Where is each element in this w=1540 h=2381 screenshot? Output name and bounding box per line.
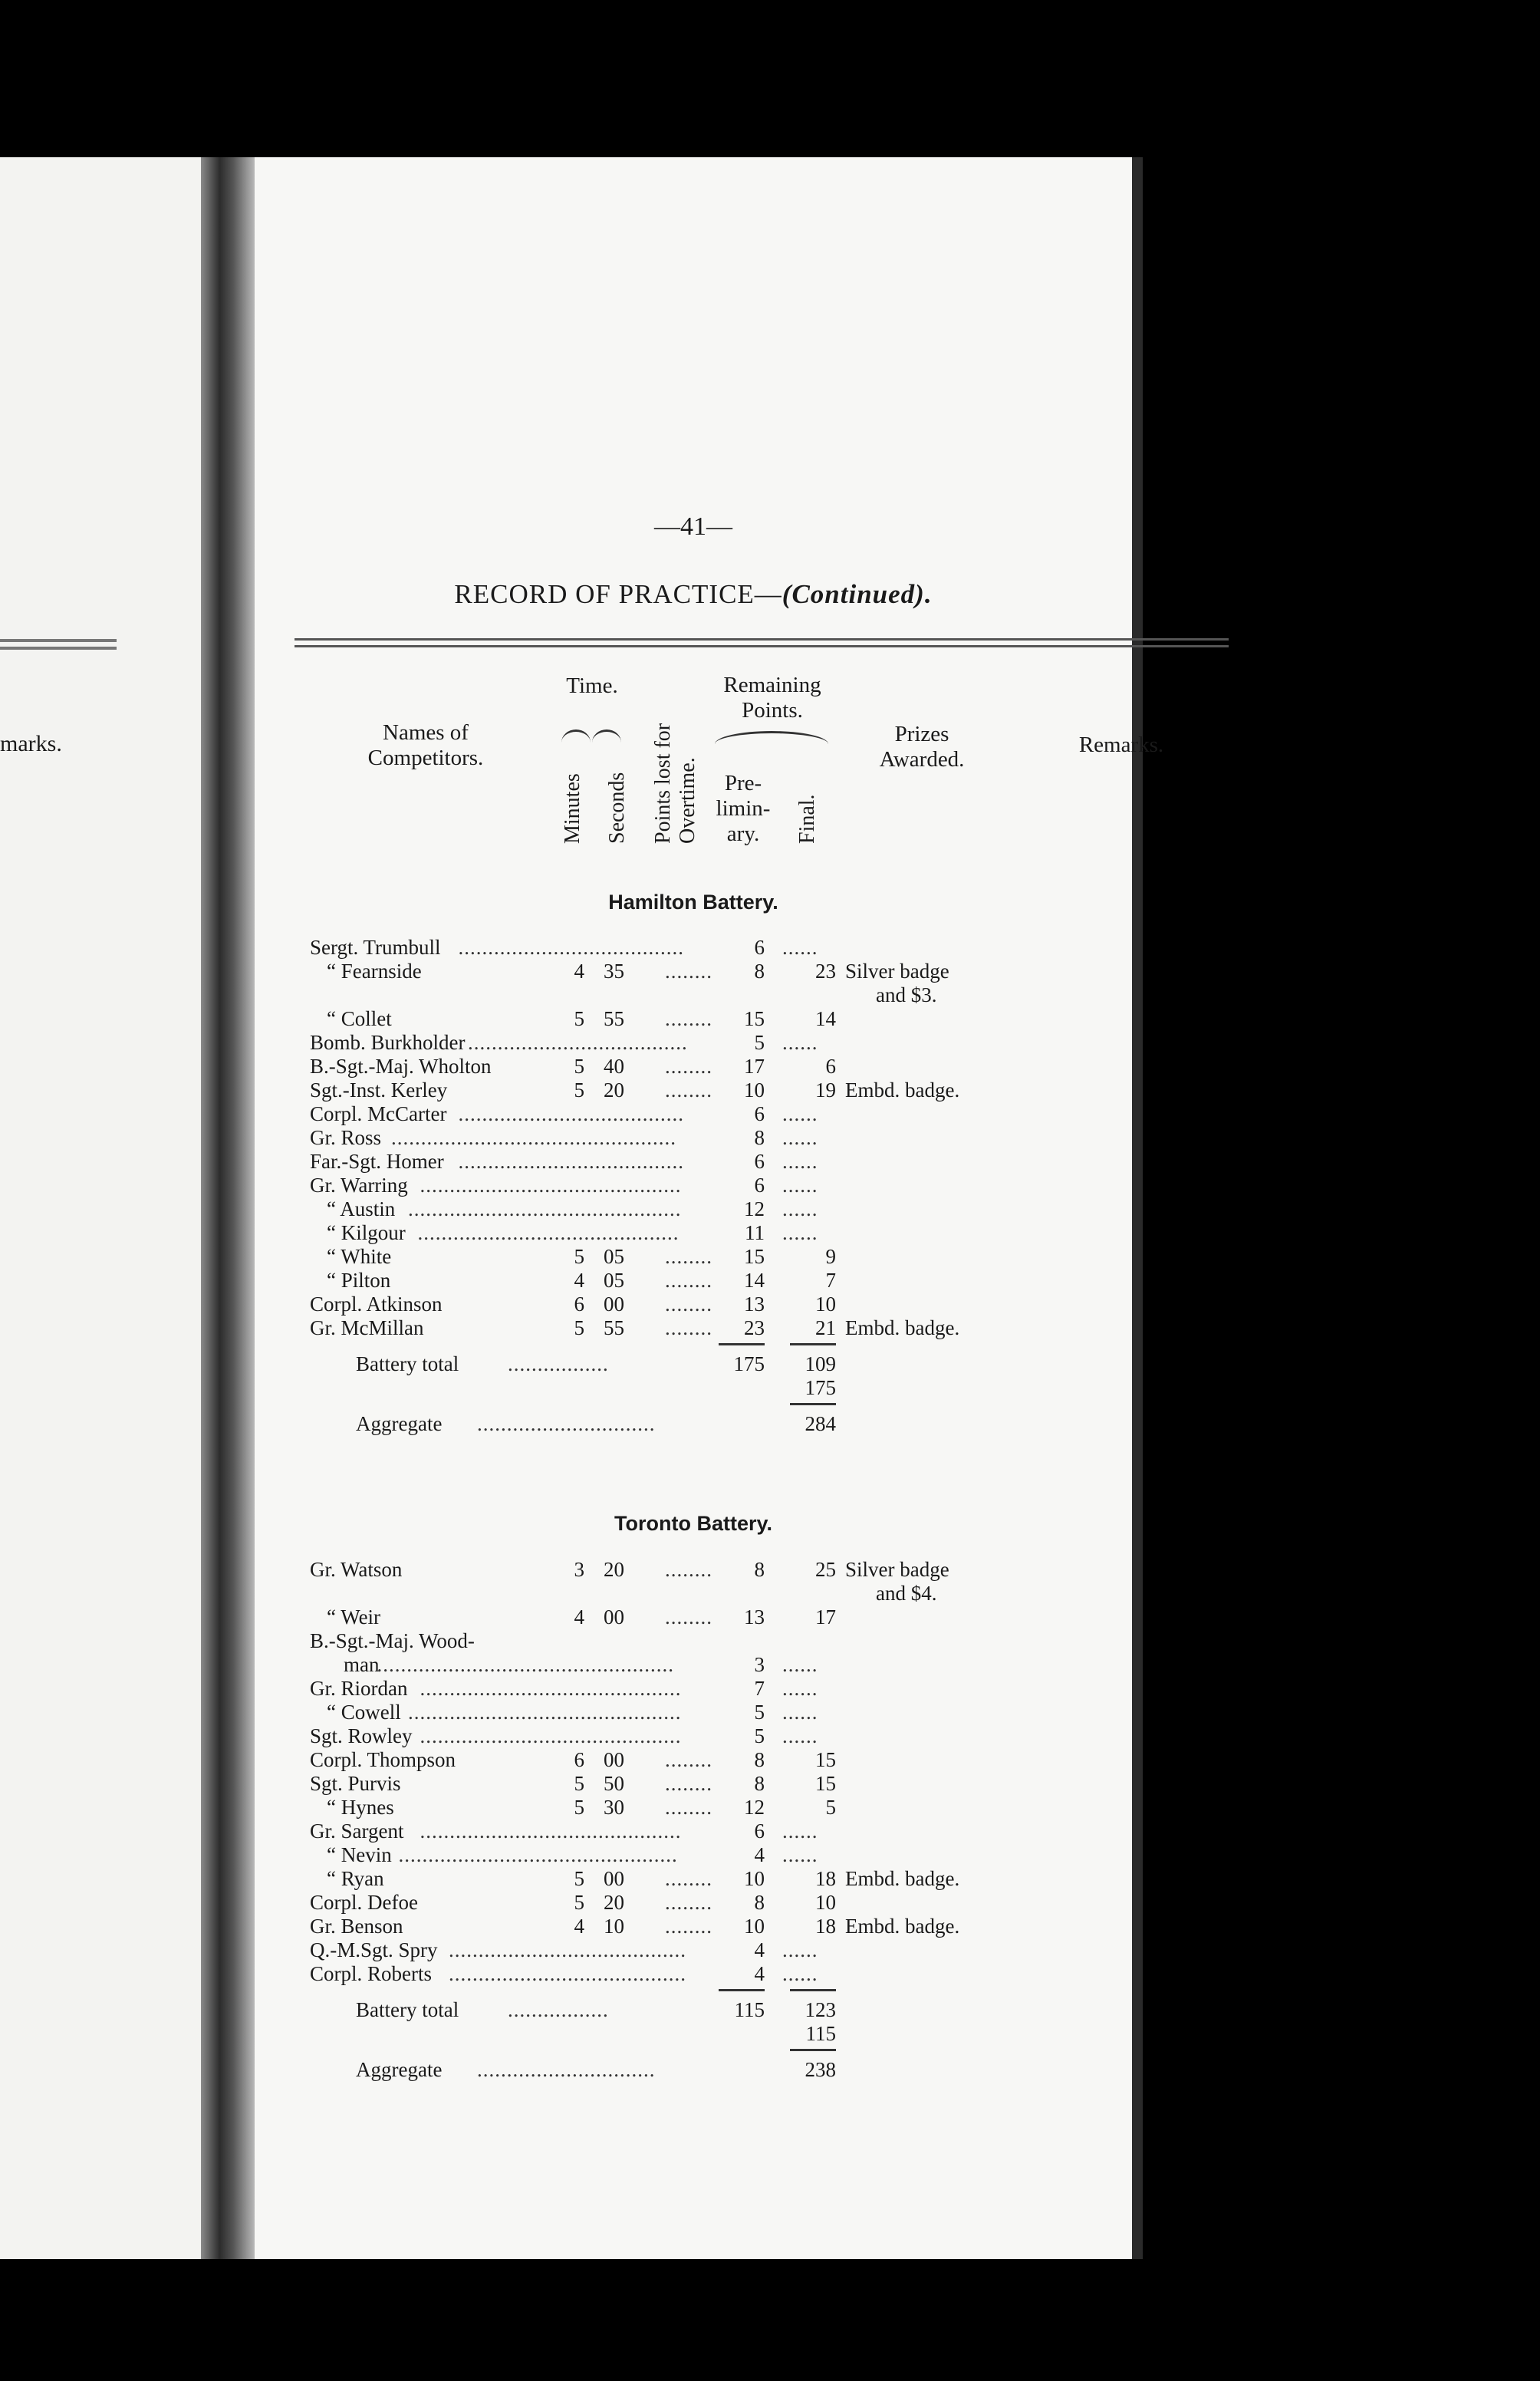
prize-cell: Embd. badge. [845,1867,960,1890]
preliminary-cell: 8 [754,1126,765,1149]
previous-page-remarks-fragment: marks. [0,731,62,756]
competitor-name: Gr. Watson [310,1558,403,1581]
seconds-cell: 55 [604,1007,624,1030]
battery-total-final: 123 [805,1998,836,2021]
final-cell: 6 [825,1055,836,1078]
minutes-cell: 5 [574,1772,584,1795]
header-points-lost-line2: Overtime. [676,757,699,844]
preliminary-cell: 4 [754,1843,765,1866]
final-leader: ...... [782,1174,818,1197]
competitor-name: Gr. Ross [310,1126,382,1149]
dot-leader: .............................. [477,2058,656,2081]
dot-leader: .............................. [477,1412,656,1435]
seconds-cell: 30 [604,1796,624,1819]
preliminary-cell: 8 [754,1891,765,1914]
dot-leader: ........ [665,1293,712,1316]
competitor-name: “ Fearnside [327,960,422,983]
battery-total-addend: 115 [805,2022,836,2045]
competitor-name: Gr. Riordan [310,1677,408,1700]
competitor-name: “ Austin [327,1197,396,1220]
competitor-name: Gr. Warring [310,1174,408,1197]
table-row [255,936,1132,960]
battery-total-row [255,1998,1132,2022]
sum-line [790,1989,836,1991]
table-row [255,1843,1132,1867]
dot-leader: ..................................... [468,1031,688,1054]
final-leader: ...... [782,1150,818,1173]
final-leader: ...... [782,1938,818,1961]
header-names-line1: Names of [383,720,469,745]
competitor-name: “ White [327,1245,392,1268]
dot-leader: ........ [665,1007,712,1030]
final-leader: ...... [782,1653,818,1676]
table-row [255,1701,1132,1724]
preliminary-cell: 8 [754,1558,765,1581]
header-preliminary-line2: limin- [716,796,771,821]
sum-line [719,1343,765,1345]
final-cell: 15 [815,1772,836,1795]
prize-cell: Embd. badge. [845,1079,960,1102]
header-preliminary-line3: ary. [726,822,760,846]
prize-cell: Embd. badge. [845,1316,960,1339]
dot-leader: ............................................ [420,1677,682,1700]
seconds-cell: 10 [604,1915,624,1938]
competitor-name: Sgt. Purvis [310,1772,401,1795]
title-continued: (Continued). [782,579,933,609]
preliminary-cell: 12 [744,1197,765,1220]
final-leader: ...... [782,1126,818,1149]
table-row [255,1915,1132,1938]
minutes-cell: 4 [574,1605,584,1628]
minutes-cell: 5 [574,1316,584,1339]
document-page [255,157,1164,2259]
minutes-cell: 5 [574,1055,584,1078]
final-cell: 17 [815,1605,836,1628]
preliminary-cell: 10 [744,1079,765,1102]
brace-remaining [715,731,828,744]
brace-seconds [592,729,621,743]
preliminary-cell: 6 [754,936,765,959]
seconds-cell: 05 [604,1269,624,1292]
preliminary-cell: 8 [754,1772,765,1795]
seconds-cell: 20 [604,1558,624,1581]
dot-leader: ........ [665,1316,712,1339]
sum-line [790,1343,836,1345]
seconds-cell: 55 [604,1316,624,1339]
dot-leader: ............................................ [420,1724,682,1747]
header-remaining [707,673,837,723]
table-row [255,1079,1132,1102]
preliminary-cell: 13 [744,1293,765,1316]
final-cell: 7 [825,1269,836,1292]
table-row [255,983,1132,1007]
final-leader: ...... [782,1102,818,1125]
table-row [255,1221,1132,1245]
preliminary-cell: 10 [744,1915,765,1938]
table-row [255,1653,1132,1677]
preliminary-cell: 6 [754,1174,765,1197]
table-row [255,1269,1132,1293]
final-cell: 19 [815,1079,836,1102]
prize-cell: and $4. [876,1582,937,1605]
battery-total-label: Battery total [356,1352,459,1375]
table-row [255,1316,1132,1340]
aggregate-row [255,1412,1132,1436]
dot-leader: ........ [665,960,712,983]
dot-leader: ............................................ [417,1221,680,1244]
minutes-cell: 3 [574,1558,584,1581]
preliminary-cell: 4 [754,1938,765,1961]
competitor-name: “ Nevin [327,1843,392,1866]
prize-cell: and $3. [876,983,937,1006]
final-cell: 25 [815,1558,836,1581]
minutes-cell: 4 [574,1269,584,1292]
competitor-name: “ Weir [327,1605,381,1628]
final-cell: 18 [815,1915,836,1938]
table-row [255,960,1132,983]
final-cell: 18 [815,1867,836,1890]
minutes-cell: 5 [574,1867,584,1890]
battery-total-addend-row [255,2022,1132,2046]
final-leader: ...... [782,1724,818,1747]
minutes-cell: 6 [574,1748,584,1771]
header-remarks: Remarks. [1078,733,1164,757]
competitor-name: B.-Sgt.-Maj. Wholton [310,1055,492,1078]
preliminary-cell: 6 [754,1820,765,1843]
seconds-cell: 00 [604,1293,624,1316]
competitor-name: Far.-Sgt. Homer [310,1150,444,1173]
preliminary-cell: 8 [754,1748,765,1771]
aggregate-value: 284 [805,1412,836,1435]
header-minutes: Minutes [561,773,584,844]
section-title-toronto: Toronto Battery. [614,1512,772,1535]
battery-total-addend: 175 [805,1376,836,1399]
header-prizes [860,722,983,772]
final-cell: 10 [815,1293,836,1316]
dot-leader: ........ [665,1772,712,1795]
competitor-name: Q.-M.Sgt. Spry [310,1938,438,1961]
header-final: Final. [795,794,819,844]
header-preliminary-line1: Pre- [724,771,762,795]
competitor-name: “ Ryan [327,1867,384,1890]
preliminary-cell: 15 [744,1007,765,1030]
battery-total-row [255,1352,1132,1376]
preliminary-cell: 5 [754,1701,765,1724]
minutes-cell: 5 [574,1245,584,1268]
final-cell: 21 [815,1316,836,1339]
final-leader: ...... [782,1677,818,1700]
table-row [255,1796,1132,1820]
competitor-name: “ Kilgour [327,1221,406,1244]
prize-cell: Embd. badge. [845,1915,960,1938]
preliminary-cell: 14 [744,1269,765,1292]
prize-cell: Silver badge [845,960,949,983]
minutes-cell: 5 [574,1007,584,1030]
preliminary-cell: 4 [754,1962,765,1985]
table-row [255,1031,1132,1055]
table-row [255,1867,1132,1891]
competitor-name: Sgt.-Inst. Kerley [310,1079,448,1102]
seconds-cell: 40 [604,1055,624,1078]
table-row [255,1007,1132,1031]
table-row [255,1962,1132,1986]
title-rule-bottom [295,645,1229,647]
competitor-name: Gr. Sargent [310,1820,404,1843]
preliminary-cell: 5 [754,1724,765,1747]
table-row [255,1558,1132,1582]
dot-leader: ........ [665,1915,712,1938]
final-leader: ...... [782,936,818,959]
preliminary-cell: 10 [744,1867,765,1890]
seconds-cell: 20 [604,1891,624,1914]
final-cell: 9 [825,1245,836,1268]
dot-leader: ........ [665,1748,712,1771]
final-leader: ...... [782,1031,818,1054]
seconds-cell: 05 [604,1245,624,1268]
page-edge [1132,157,1143,2259]
preliminary-cell: 13 [744,1605,765,1628]
table-row [255,1724,1132,1748]
final-leader: ...... [782,1820,818,1843]
header-remaining-line1: Remaining [723,673,821,697]
header-names [322,720,529,771]
title-main: RECORD OF PRACTICE— [454,579,782,609]
table-row [255,1293,1132,1316]
seconds-cell: 50 [604,1772,624,1795]
dot-leader: .............................................. [408,1197,682,1220]
dot-leader: ............................................ [420,1174,682,1197]
dot-leader: ........................................ [449,1938,686,1961]
preliminary-cell: 8 [754,960,765,983]
table-row [255,1605,1132,1629]
competitor-name: Corpl. Defoe [310,1891,418,1914]
dot-leader: ........ [665,1055,712,1078]
dot-leader: ........ [665,1079,712,1102]
competitor-name: “ Pilton [327,1269,391,1292]
minutes-cell: 5 [574,1079,584,1102]
dot-leader: ................................................ [391,1126,676,1149]
battery-total-preliminary: 115 [734,1998,765,2021]
table-row [255,1772,1132,1796]
seconds-cell: 20 [604,1079,624,1102]
table-row [255,1174,1132,1197]
dot-leader: ........ [665,1269,712,1292]
dot-leader: ........ [665,1891,712,1914]
aggregate-row [255,2058,1132,2082]
page-number: —41— [654,512,732,541]
competitor-name: “ Hynes [327,1796,394,1819]
header-prizes-line1: Prizes [894,722,949,746]
dot-leader: ...................................... [458,1102,684,1125]
dot-leader: ............................................ [420,1820,682,1843]
minutes-cell: 5 [574,1796,584,1819]
preliminary-cell: 5 [754,1031,765,1054]
preliminary-cell: 6 [754,1102,765,1125]
dot-leader: ........ [665,1245,712,1268]
minutes-cell: 5 [574,1891,584,1914]
final-leader: ...... [782,1221,818,1244]
header-preliminary [709,771,778,847]
competitor-name: Sgt. Rowley [310,1724,413,1747]
competitor-name: Sergt. Trumbull [310,936,441,959]
aggregate-label: Aggregate [356,2058,443,2081]
prize-cell: Silver badge [845,1558,949,1581]
table-row [255,1150,1132,1174]
preliminary-cell: 6 [754,1150,765,1173]
header-remaining-line2: Points. [742,698,803,723]
final-cell: 23 [815,960,836,983]
competitor-name: Corpl. Atkinson [310,1293,443,1316]
final-leader: ...... [782,1701,818,1724]
header-seconds: Seconds [605,772,629,844]
table-row [255,1677,1132,1701]
preliminary-cell: 23 [744,1316,765,1339]
final-cell: 14 [815,1007,836,1030]
competitor-name: Corpl. Thompson [310,1748,456,1771]
header-names-line2: Competitors. [367,746,484,770]
seconds-cell: 00 [604,1867,624,1890]
competitor-name: “ Collet [327,1007,392,1030]
table-row [255,1245,1132,1269]
sum-line [790,2049,836,2051]
aggregate-value: 238 [805,2058,836,2081]
competitor-name: “ Cowell [327,1701,401,1724]
table-row [255,1748,1132,1772]
previous-page [0,157,201,2259]
battery-total-addend-row [255,1376,1132,1400]
preliminary-cell: 12 [744,1796,765,1819]
seconds-cell: 00 [604,1605,624,1628]
header-prizes-line2: Awarded. [879,747,965,772]
battery-total-preliminary: 175 [733,1352,765,1375]
minutes-cell: 4 [574,1915,584,1938]
competitor-name: Gr. Benson [310,1915,403,1938]
dot-leader: .................................................. [377,1653,674,1676]
competitor-name: Bomb. Burkholder [310,1031,466,1054]
preliminary-cell: 7 [754,1677,765,1700]
battery-total-final: 109 [805,1352,836,1375]
competitor-name: man [344,1653,380,1676]
sum-line [719,1989,765,1991]
seconds-cell: 35 [604,960,624,983]
section-title-hamilton: Hamilton Battery. [608,891,778,914]
competitor-name: B.-Sgt.-Maj. Wood- [310,1629,475,1652]
preliminary-cell: 17 [744,1055,765,1078]
dot-leader: ........ [665,1558,712,1581]
preliminary-cell: 15 [744,1245,765,1268]
table-row [255,1126,1132,1150]
dot-leader: ........ [665,1605,712,1628]
final-cell: 10 [815,1891,836,1914]
dot-leader: ...................................... [458,936,684,959]
dot-leader: ........................................ [449,1962,686,1985]
competitor-name: Corpl. McCarter [310,1102,447,1125]
final-leader: ...... [782,1197,818,1220]
dot-leader: ........ [665,1867,712,1890]
table-row [255,1582,1132,1605]
aggregate-label: Aggregate [356,1412,443,1435]
preliminary-cell: 3 [754,1653,765,1676]
header-points-lost-line1: Points lost for [651,723,675,844]
brace-minutes [561,729,591,743]
dot-leader: ............................................... [398,1843,678,1866]
title-rule-top [295,638,1229,641]
dot-leader: .............................................. [408,1701,682,1724]
preliminary-cell: 11 [745,1221,765,1244]
final-leader: ...... [782,1962,818,1985]
table-row [255,1891,1132,1915]
table-row [255,1197,1132,1221]
sum-line [790,1403,836,1405]
battery-total-label: Battery total [356,1998,459,2021]
final-leader: ...... [782,1843,818,1866]
final-cell: 15 [815,1748,836,1771]
minutes-cell: 6 [574,1293,584,1316]
competitor-name: Gr. McMillan [310,1316,424,1339]
competitor-name: Corpl. Roberts [310,1962,432,1985]
table-row [255,1629,1132,1653]
header-time: Time. [566,673,618,698]
table-row [255,1055,1132,1079]
table-row [255,1102,1132,1126]
dot-leader: ................. [508,1998,609,2021]
table-row [255,1938,1132,1962]
page-title [255,579,1132,610]
seconds-cell: 00 [604,1748,624,1771]
final-cell: 5 [825,1796,836,1819]
previous-page-rule [0,639,117,654]
dot-leader: ................. [508,1352,609,1375]
table-row [255,1820,1132,1843]
minutes-cell: 4 [574,960,584,983]
book-gutter [201,157,255,2259]
dot-leader: ...................................... [458,1150,684,1173]
dot-leader: ........ [665,1796,712,1819]
